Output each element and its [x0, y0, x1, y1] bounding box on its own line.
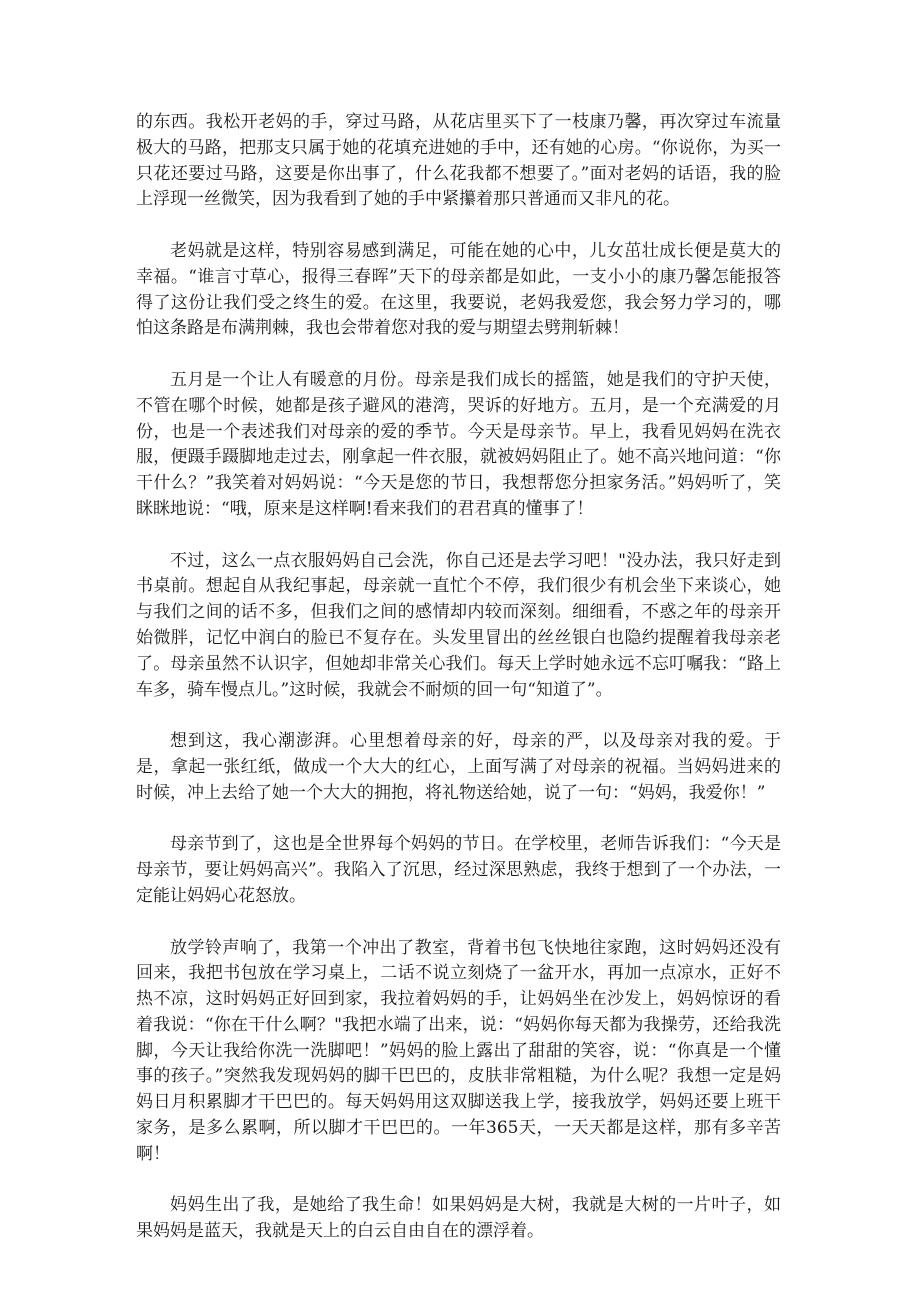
paragraph: 的东西。我松开老妈的手，穿过马路，从花店里买下了一枝康乃馨，再次穿过车流量极大的马路，把那支只属于她的花填充进她的手中，还有她的心房。“你说你，为买一只花还要过马路，这要是你出事了，什么花我都不想要了。”面对老妈的话语，我的脸上浮现一丝微笑，因为我看到了她的手中紧攥着那只普通而又非凡的花。 [136, 112, 781, 210]
paragraph: 母亲节到了，这也是全世界每个妈妈的节日。在学校里，老师告诉我们：“今天是母亲节，要让妈妈高兴”。我陷入了沉思，经过深思熟虑，我终于想到了一个办法，一定能让妈妈心花怒放。 [136, 834, 781, 906]
paragraph: 老妈就是这样，特别容易感到满足，可能在她的心中，儿女茁壮成长便是莫大的幸福。“谁言寸草心，报得三春晖”天下的母亲都是如此，一支小小的康乃馨怎能报答得了这份让我们受之终生的爱。在这里，我要说，老妈我爱您，我会努力学习的，哪怕这条路是布满荆棘，我也会带着您对我的爱与期望去劈荆斩棘！ [136, 240, 781, 339]
paragraph: 想到这，我心潮澎湃。心里想着母亲的好，母亲的严，以及母亲对我的爱。于是，拿起一张红纸，做成一个大大的红心，上面写满了对母亲的祝福。当妈妈进来的时候，冲上去给了她一个大大的拥抱，将礼物送给她，说了一句：“妈妈，我爱你！” [136, 731, 781, 803]
paragraph: 不过，这么一点衣服妈妈自己会洗，你自己还是去学习吧！"没办法，我只好走到书桌前。想起自从我纪事起，母亲就一直忙个不停，我们很少有机会坐下来谈心，她与我们之间的话不多，但我们之间的感情却内较而深刻。细细看，不惑之年的母亲开始微胖，记忆中润白的脸已不复存在。头发里冒出的丝丝银白也隐约提醒着我母亲老了。母亲虽然不认识字，但她却非常关心我们。每天上学时她永远不忘叮嘱我：“路上车多，骑车慢点儿。”这时候，我就会不耐烦的回一句“知道了”。 [136, 550, 781, 700]
document-body [136, 110, 781, 1271]
paragraph: 五月是一个让人有暖意的月份。母亲是我们成长的摇篮，她是我们的守护天使，不管在哪个时候，她都是孩子避风的港湾，哭诉的好地方。五月，是一个充满爱的月份，也是一个表述我们对母亲的爱的季节。今天是母亲节。早上，我看见妈妈在洗衣服，便蹑手蹑脚地走过去，刚拿起一件衣服，就被妈妈阻止了。她不高兴地问道：“你干什么？”我笑着对妈妈说：“今天是您的节日，我想帮您分担家务活。”妈妈听了，笑眯眯地说：“哦，原来是这样啊!看来我们的君君真的懂事了！ [136, 369, 781, 519]
paragraph: 妈妈生出了我，是她给了我生命！如果妈妈是大树，我就是大树的一片叶子，如果妈妈是蓝天，我就是天上的白云自由自在的漂浮着。 [136, 1195, 781, 1242]
paragraph: 放学铃声响了，我第一个冲出了教室，背着书包飞快地往家跑，这时妈妈还没有回来，我把书包放在学习桌上，二话不说立刻烧了一盆开水，再加一点凉水，正好不热不凉，这时妈妈正好回到家，我拉着妈妈的手，让妈妈坐在沙发上，妈妈惊讶的看着我说：“你在干什么啊？"我把水端了出来，说：“妈妈你每天都为我操劳，还给我洗脚，今天让我给你洗一洗脚吧！”妈妈的脸上露出了甜甜的笑容，说：“你真是一个懂事的孩子。”突然我发现妈妈的脚干巴巴的，皮肤非常粗糙，为什么呢？我想一定是妈妈日月积累脚才干巴巴的。每天妈妈用这双脚送我上学，接我放学，妈妈还要上班干家务，是多么累啊，所以脚才干巴巴的。一年365天，一天天都是这样，那有多辛苦啊！ [136, 937, 781, 1164]
